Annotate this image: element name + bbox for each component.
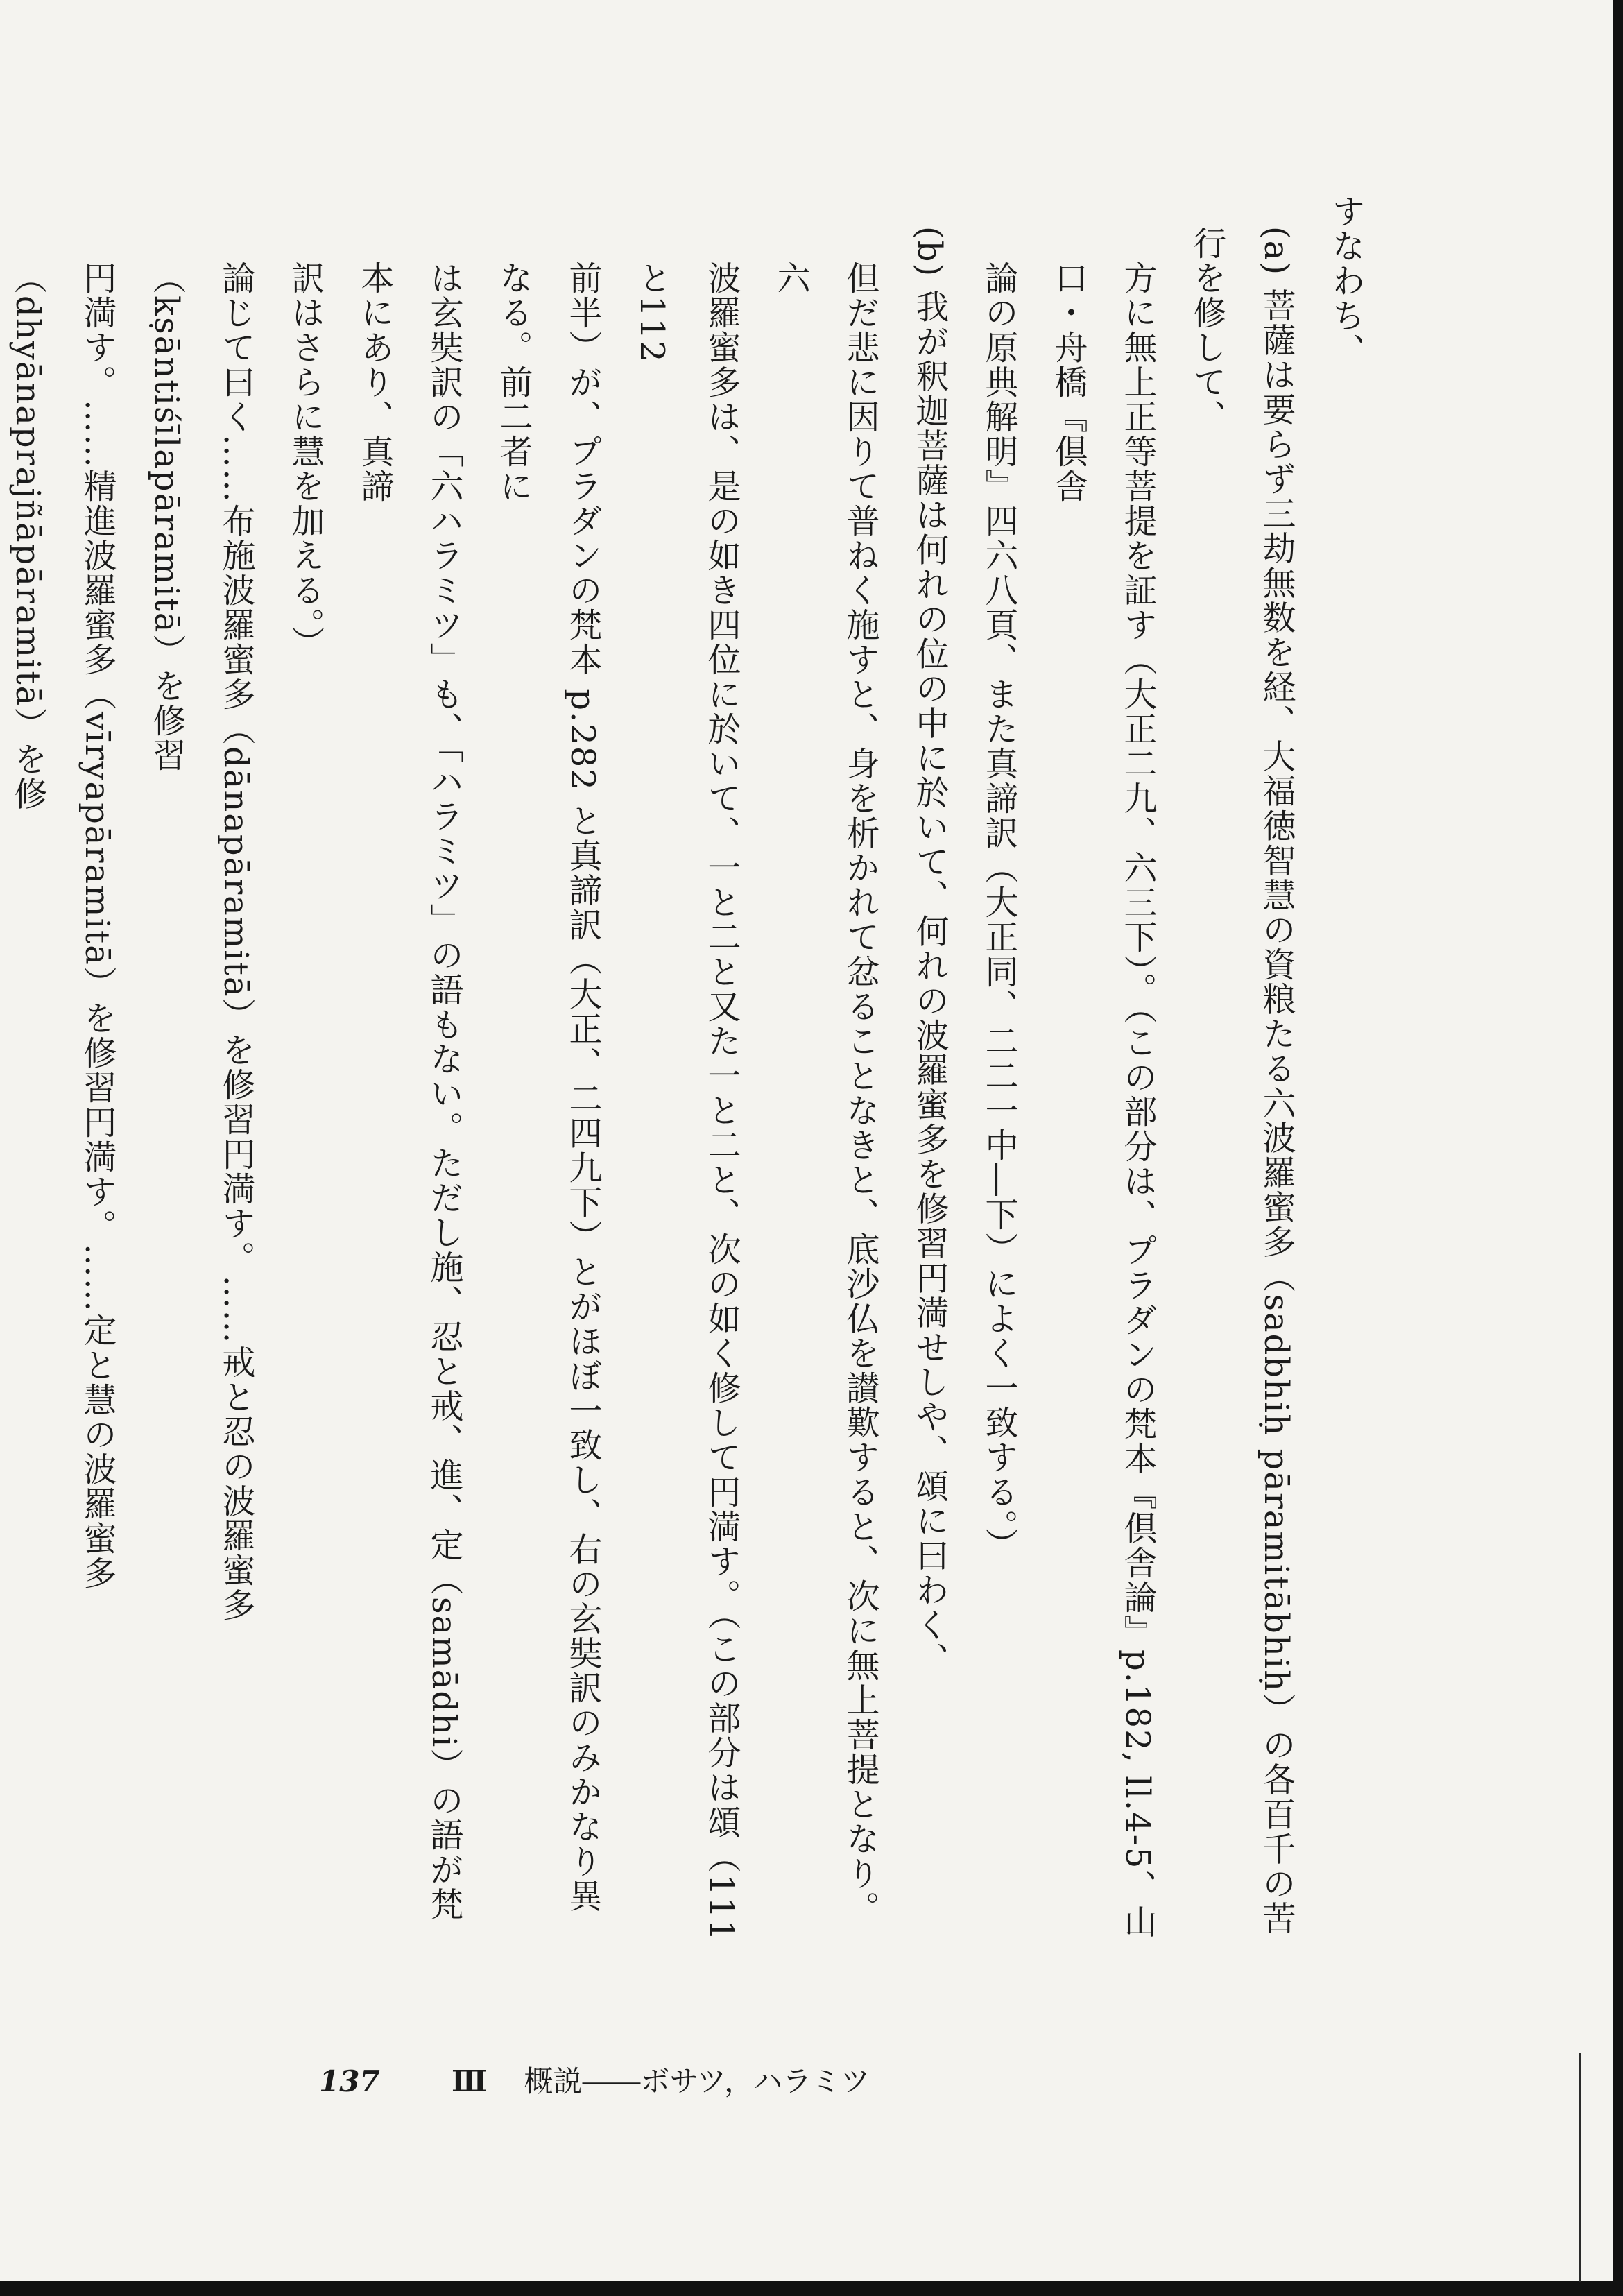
text-line: 訳はさらに慧を加える。）: [286, 261, 325, 660]
text-line: すなわち、: [1326, 194, 1365, 368]
chapter-number: Ⅲ: [452, 2064, 488, 2098]
page-number: 137: [319, 2064, 380, 2098]
text-line: 方に無上正等菩提を証す（大正二九、六三下）。（この部分は、プラダンの梵本『倶舎論』p.182, ll.4-5、山口・舟橋『倶舎: [1049, 261, 1157, 1939]
text-line: 但だ悲に因りて普ねく施すと、身を析かれて忿ることなきと、底沙仏を讃歎すると、次に無上菩提となり。六: [771, 261, 879, 1926]
text-line: 論じて曰く……布施波羅蜜多（dānapāramitā）を修習円満す。……戒と忍の波羅蜜多（kṣāntiśīlapāramitā）を修習: [147, 261, 255, 1622]
text-line: (a) 菩薩は要らず三劫無数を経、大福徳智慧の資粮たる六波羅蜜多（sadbhiḥ pāramitābhiḥ）の各百千の苦行を修して、: [1187, 226, 1296, 1936]
page-edge-right: [1613, 0, 1623, 2296]
text-line: 前半）が、プラダンの梵本 p.282 と真諦訳（大正、二四九下）とがほぼ一致し、右の玄奘訳のみかなり異なる。前二者に: [494, 261, 602, 1914]
text-line: 円満す。……精進波羅蜜多（vīryapāramitā）を修習円満す。……定と慧の波羅蜜多（dhyānaprajñāpāramitā）を修: [8, 261, 117, 1591]
text-line: 論の原典解明』四六八頁、また真諦訳（大正同、二二一中―下）によく一致する。）: [979, 261, 1018, 1562]
text-line: (b) 我が釈迦菩薩は何れの位の中に於いて、何れの波羅蜜多を修習円満せしや、頌に曰わく、: [910, 226, 949, 1677]
binding-line: [1579, 2053, 1581, 2282]
page-edge-bottom: [0, 2281, 1623, 2296]
text-line: は玄奘訳の「六ハラミツ」も、「ハラミツ」の語もない。ただし施、忍と戒、進、定（samādhi）の語が梵本にあり、真諦: [355, 261, 463, 1922]
text-line: 波羅蜜多は、是の如き四位に於いて、一と二と又た一と二と、次の如く修して円満す。（この部分は頌（111と112: [633, 261, 741, 1942]
page-footer: [319, 2059, 870, 2100]
running-title: 概説――ボサツ，ハラミツ: [524, 2064, 870, 2098]
vertical-text-body: [8, 194, 1380, 1942]
